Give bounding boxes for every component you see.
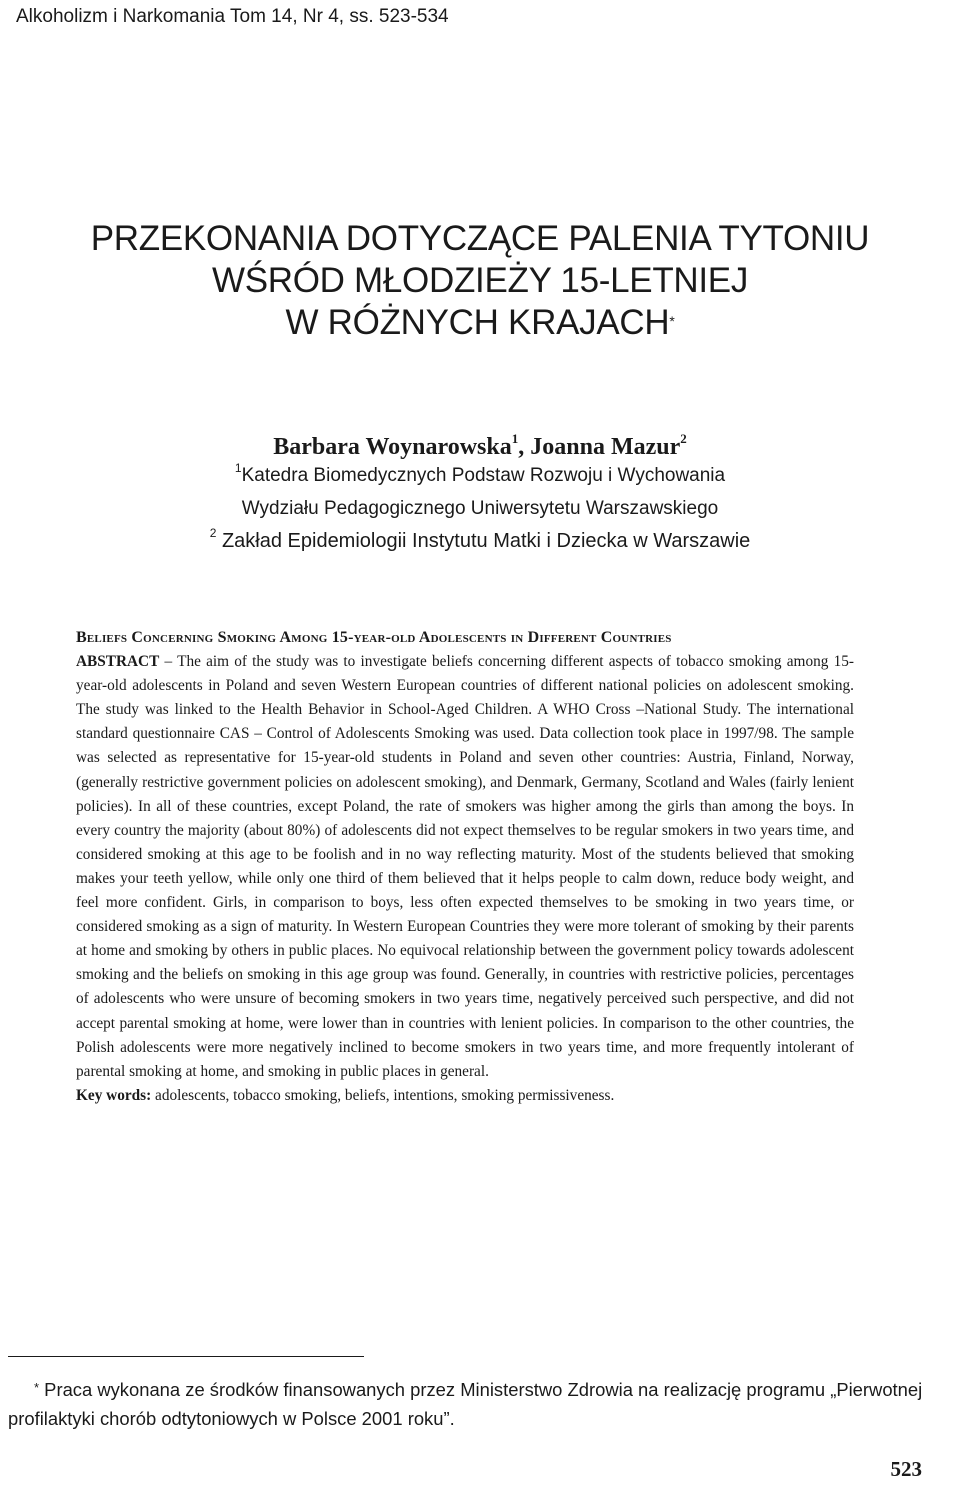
affiliation-2-mark: 2 <box>209 526 217 540</box>
affiliation-2-text: Zakład Epidemiologii Instytutu Matki i Dziecka w Warszawie <box>216 530 751 552</box>
affiliation-2 <box>0 526 960 553</box>
title-line-3-text: W RÓŻNYCH KRAJACH <box>285 303 670 342</box>
title-line-2: WŚRÓD MŁODZIEŻY 15-LETNIEJ <box>211 261 749 300</box>
affiliation-1-line-1 <box>0 461 960 487</box>
author-separator: , <box>518 434 531 460</box>
affiliation-1-mark: 1 <box>234 461 242 475</box>
footnote <box>8 1375 928 1433</box>
authors <box>0 431 960 461</box>
keywords-text: adolescents, tobacco smoking, beliefs, intentions, smoking permissiveness. <box>151 1086 615 1104</box>
author-1-affil-mark: 1 <box>511 431 519 446</box>
footnote-divider <box>8 1356 364 1357</box>
article-title <box>0 218 960 344</box>
abstract-block <box>76 626 854 1108</box>
footnote-text: Praca wykonana ze środków finansowanych przez Ministerstwo Zdrowia na realizację programu „Pierwotnej profilaktyki chorób odtytoniowych w Polsce 2001 roku”. <box>8 1379 923 1429</box>
journal-header: Alkoholizm i Narkomania Tom 14, Nr 4, ss. 523-534 <box>16 6 449 27</box>
author-1: Barbara Woynarowska <box>273 434 512 460</box>
author-2-affil-mark: 2 <box>680 431 687 446</box>
english-title: Beliefs Concerning Smoking Among 15-year-old Adolescents in Different Countries <box>76 629 672 646</box>
abstract-text: – The aim of the study was to investigate beliefs concerning different aspects of tobacco smoking among 15-year-old adolescents in Poland and seven Western European countries of different national policies on adolescent smoking. The study was linked to the Health Behavior in School-Aged Children. A WHO Cross –National Study. The international standard questionnaire CAS – Control of Adolescents Smoking was used. Data collection took place in 1997/98. The sample was selected as representative for 15-year-old students in Poland and seven other countries: Austria, Finland, Norway, (generally restrictive government policies on adolescent smoking), and Denmark, Germany, Scotland and Wales (fairly lenient policies). In all of these countries, except Poland, the rate of smokers was higher among the girls than among the boys. In every country the majority (about 80%) of adolescents did not expect themselves to be regular smokers in two years time, and considered smoking at this age to be foolish and in no way reflecting maturity. Most of the students believed that smoking makes your teeth yellow, while only one third of them believed that it helps people to calm down, reduce body weight, and feel more confident. Girls, in comparison to boys, less often expected themselves to be smoking in two years time, or considered smoking as a sign of maturity. In Western European Countries they were more tolerant of smoking by their parents at home and smoking by others in public places. No equivocal relationship between the government policy towards adolescent smoking and the beliefs on smoking in this age group was found. Generally, in countries with restrictive policies, percentages of adolescents who were unsure of becoming smokers in two years time, negatively perceived such perspective, and did not accept parental smoking at home, were lower than in countries with lenient policies. In comparison to the other countries, the Polish adolescents were more negatively inclined to become smokers in two years time, and more frequently intolerant of parental smoking at home, and smoking in public places in general. <box>76 653 854 1080</box>
keywords-paragraph <box>76 1084 854 1108</box>
keywords-label: Key words: <box>76 1086 152 1104</box>
author-2: Joanna Mazur <box>530 434 681 460</box>
footnote-mark: * <box>34 1380 40 1395</box>
affiliation-1-line-2: Wydziału Pedagogicznego Uniwersytetu Warszawskiego <box>241 498 719 519</box>
title-footnote-mark: * <box>669 313 675 329</box>
title-line-3 <box>0 302 960 344</box>
abstract-label: ABSTRACT <box>76 653 160 671</box>
title-line-1: PRZEKONANIA DOTYCZĄCE PALENIA TYTONIU <box>90 219 870 258</box>
abstract-paragraph <box>76 650 854 1084</box>
page-number: 523 <box>890 1457 922 1481</box>
affiliation-1-text: Katedra Biomedycznych Podstaw Rozwoju i Wychowania <box>241 465 726 486</box>
